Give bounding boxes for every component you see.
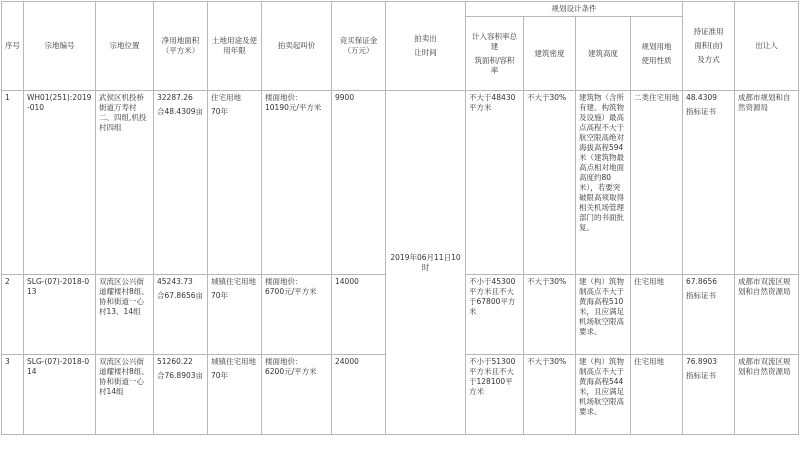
cell-code: SLG-(07)-2018-014 <box>24 355 96 435</box>
header-deposit: 竞买保证金 （万元） <box>332 2 386 91</box>
cell-seq: 1 <box>2 91 24 275</box>
cell-seq: 3 <box>2 355 24 435</box>
header-planning: 规划设计条件 <box>466 2 683 17</box>
cell-cert: 67.8656 指标证书 <box>683 275 735 355</box>
header-seller: 出让人 <box>735 2 799 91</box>
cell-far: 不大于48430平方米 <box>466 91 524 275</box>
cell-area: 45243.73 合67.8656亩 <box>154 275 208 355</box>
cell-code: SLG-(07)-2018-013 <box>24 275 96 355</box>
header-time: 拍卖出 让时间 <box>386 2 466 91</box>
header-use: 土地用途及使 用年限 <box>208 2 262 91</box>
cell-density: 不大于30% <box>524 275 576 355</box>
cell-cert: 76.8903 指标证书 <box>683 355 735 435</box>
table-row <box>2 91 799 275</box>
cell-nature: 住宅用地 <box>631 275 683 355</box>
cell-location: 双流区公兴街道耀楼村8组、协和街道一心村14组 <box>96 355 154 435</box>
header-nature: 规划用地 使用性质 <box>631 17 683 91</box>
cell-nature: 住宅用地 <box>631 355 683 435</box>
cell-start-price: 楼面地价： 10190元/平方米 <box>262 91 332 275</box>
cell-density: 不大于30% <box>524 355 576 435</box>
cell-location: 双流区公兴街道耀楼村8组、协和街道一心村13、14组 <box>96 275 154 355</box>
header-start-price: 拍卖起叫价 <box>262 2 332 91</box>
cell-seller: 成都市规划和自然资源局 <box>735 91 799 275</box>
cell-use: 住宅用地 70年 <box>208 91 262 275</box>
cell-height: 建筑物（含所有建、构筑物及设施）最高点高程不大于航空限高绝对海拔高程594米（建筑物最高点相对地面高度约80米），若要突破限高须取得相关机场管理部门的书面批复。 <box>576 91 631 275</box>
cell-seller: 成都市双流区规划和自然资源局 <box>735 355 799 435</box>
header-far: 计入容积率总 建 筑面积/容积 率 <box>466 17 524 91</box>
header-height: 建筑高度 <box>576 17 631 91</box>
cell-seller: 成都市双流区规划和自然资源局 <box>735 275 799 355</box>
cell-far: 不小于45300平方米且不大于67800平方米 <box>466 275 524 355</box>
cell-auction-time: 2019年06月11日10时 <box>386 91 466 435</box>
header-seq: 序号 <box>2 2 24 91</box>
cell-start-price: 楼面地价： 6700元/平方米 <box>262 275 332 355</box>
header-cert: 持证准用 面积(亩) 及方式 <box>683 2 735 91</box>
cell-start-price: 楼面地价： 6200元/平方米 <box>262 355 332 435</box>
header-density: 建筑密度 <box>524 17 576 91</box>
cell-nature: 二类住宅用地 <box>631 91 683 275</box>
header-code: 宗地编号 <box>24 2 96 91</box>
cell-deposit: 14000 <box>332 275 386 355</box>
cell-far: 不小于51300平方米且不大于128100平方米 <box>466 355 524 435</box>
header-area: 净用地面积 （平方米） <box>154 2 208 91</box>
cell-seq: 2 <box>2 275 24 355</box>
cell-height: 建（构）筑物制高点不大于黄海高程544米，且应满足机场航空限高要求。 <box>576 355 631 435</box>
cell-deposit: 9900 <box>332 91 386 275</box>
cell-area: 51260.22 合76.8903亩 <box>154 355 208 435</box>
land-auction-table <box>1 1 799 435</box>
cell-use: 城镇住宅用地 70年 <box>208 355 262 435</box>
header-location: 宗地位置 <box>96 2 154 91</box>
cell-area: 32287.26 合48.4309亩 <box>154 91 208 275</box>
cell-cert: 48.4309 指标证书 <box>683 91 735 275</box>
cell-code: WH01(251):2019-010 <box>24 91 96 275</box>
cell-location: 武侯区机投桥街道万寿村二、四组,机投村四组 <box>96 91 154 275</box>
cell-height: 建（构）筑物制高点不大于黄海高程510米，且应满足机场航空限高要求。 <box>576 275 631 355</box>
cell-use: 城镇住宅用地 70年 <box>208 275 262 355</box>
cell-deposit: 24000 <box>332 355 386 435</box>
cell-density: 不大于30% <box>524 91 576 275</box>
